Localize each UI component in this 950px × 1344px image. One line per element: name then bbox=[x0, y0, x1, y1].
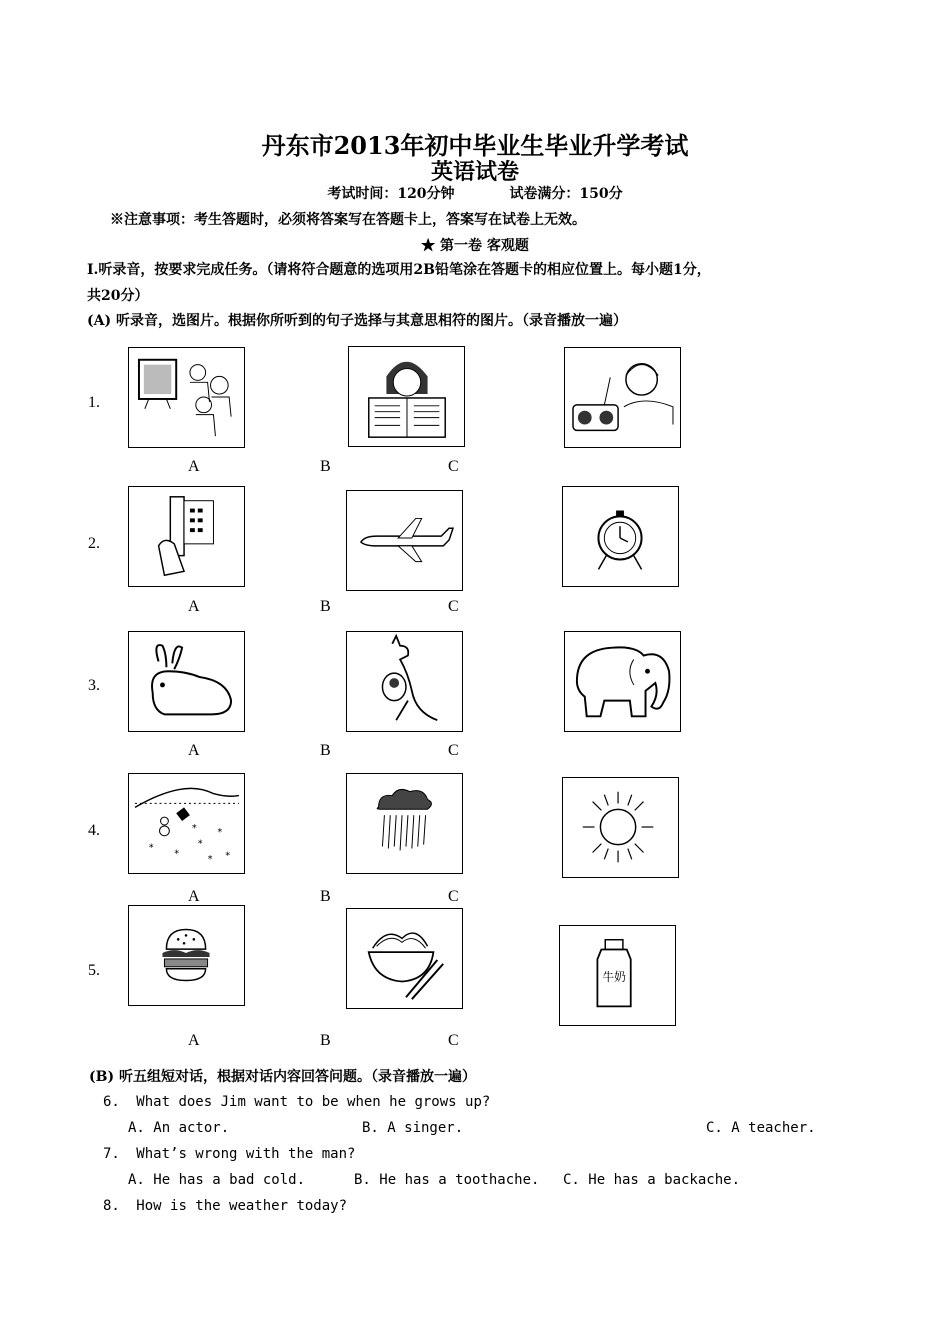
rabbit-picture bbox=[128, 631, 245, 732]
question-6 bbox=[103, 1094, 490, 1110]
exam-time: 考试时间：120分钟 bbox=[327, 186, 455, 202]
option-label-c: C bbox=[448, 888, 459, 905]
q6-option-b: B. A singer. bbox=[362, 1120, 464, 1136]
option-label-a: A bbox=[188, 742, 200, 759]
exam-meta bbox=[0, 183, 950, 203]
svg-text:*: * bbox=[191, 822, 197, 834]
rain-cloud-picture bbox=[346, 773, 463, 874]
svg-text:*: * bbox=[207, 854, 213, 866]
svg-text:*: * bbox=[217, 826, 223, 838]
partB-title: (B) 听五组短对话，根据对话内容回答问题。（录音播放一遍） bbox=[89, 1069, 476, 1085]
milk-label: 牛奶 bbox=[602, 969, 626, 984]
q7-option-c: C. He has a backache. bbox=[563, 1172, 741, 1188]
airplane-picture bbox=[346, 490, 463, 591]
elephant-picture bbox=[564, 631, 681, 732]
girl-reading-newspaper-picture bbox=[348, 346, 465, 447]
alarm-clock-picture bbox=[562, 486, 679, 587]
part1-line2: 共20分） bbox=[87, 288, 149, 304]
notice-text: ※注意事项：考生答题时，必须将答案写在答题卡上，答案写在试卷上无效。 bbox=[110, 212, 586, 228]
hand-using-telephone-picture bbox=[128, 486, 245, 587]
question-number: 8. bbox=[103, 1198, 120, 1214]
question-text: How is the weather today? bbox=[136, 1198, 348, 1214]
question-number: 2. bbox=[88, 535, 100, 552]
question-number: 4. bbox=[88, 822, 100, 839]
option-label-a: A bbox=[188, 598, 200, 615]
question-number: 5. bbox=[88, 962, 100, 979]
exam-score: 试卷满分：150分 bbox=[509, 186, 623, 202]
q6-option-a: A. An actor. bbox=[128, 1120, 230, 1136]
svg-text:*: * bbox=[148, 842, 154, 854]
part1-instruction bbox=[87, 257, 857, 309]
exam-subtitle: 英语试卷 bbox=[430, 159, 519, 185]
exam-title: 丹东市2013年初中毕业生毕业升学考试 bbox=[261, 131, 689, 160]
svg-text:*: * bbox=[197, 838, 203, 850]
question-number: 3. bbox=[88, 677, 100, 694]
option-label-c: C bbox=[448, 742, 459, 759]
snowy-scene-picture bbox=[128, 773, 245, 874]
question-text: What’s wrong with the man? bbox=[136, 1146, 356, 1162]
sun-picture bbox=[562, 777, 679, 878]
option-label-a: A bbox=[188, 888, 200, 905]
option-label-b: B bbox=[320, 598, 331, 615]
question-7 bbox=[103, 1146, 355, 1162]
question-number: 7. bbox=[103, 1146, 120, 1162]
option-label-c: C bbox=[448, 458, 459, 475]
svg-text:*: * bbox=[225, 850, 231, 862]
section-heading: ★ 第一卷 客观题 bbox=[421, 238, 529, 254]
question-8 bbox=[103, 1198, 347, 1214]
question-number: 1. bbox=[88, 394, 100, 411]
q7-option-a: A. He has a bad cold. bbox=[128, 1172, 306, 1188]
kids-watching-tv-picture bbox=[128, 347, 245, 448]
kangaroo-picture bbox=[346, 631, 463, 732]
question-text: What does Jim want to be when he grows up? bbox=[136, 1094, 491, 1110]
svg-text:*: * bbox=[174, 848, 180, 860]
noodles-bowl-picture bbox=[346, 908, 463, 1009]
q7-option-b: B. He has a toothache. bbox=[354, 1172, 540, 1188]
option-label-c: C bbox=[448, 1032, 459, 1049]
option-label-b: B bbox=[320, 1032, 331, 1049]
option-label-a: A bbox=[188, 458, 200, 475]
option-label-b: B bbox=[320, 458, 331, 475]
partA-instruction: (A) 听录音，选图片。根据你所听到的句子选择与其意思相符的图片。（录音播放一遍） bbox=[87, 313, 627, 329]
option-label-b: B bbox=[320, 742, 331, 759]
q6-option-c: C. A teacher. bbox=[706, 1120, 816, 1136]
milk-bottle-picture bbox=[559, 925, 676, 1026]
option-label-b: B bbox=[320, 888, 331, 905]
boy-listening-radio-picture bbox=[564, 347, 681, 448]
option-label-a: A bbox=[188, 1032, 200, 1049]
part1-line1: Ⅰ.听录音，按要求完成任务。（请将符合题意的选项用2B铅笔涂在答题卡的相应位置上。每小题1分， bbox=[87, 262, 711, 278]
question-number: 6. bbox=[103, 1094, 120, 1110]
hamburger-picture bbox=[128, 905, 245, 1006]
option-label-c: C bbox=[448, 598, 459, 615]
